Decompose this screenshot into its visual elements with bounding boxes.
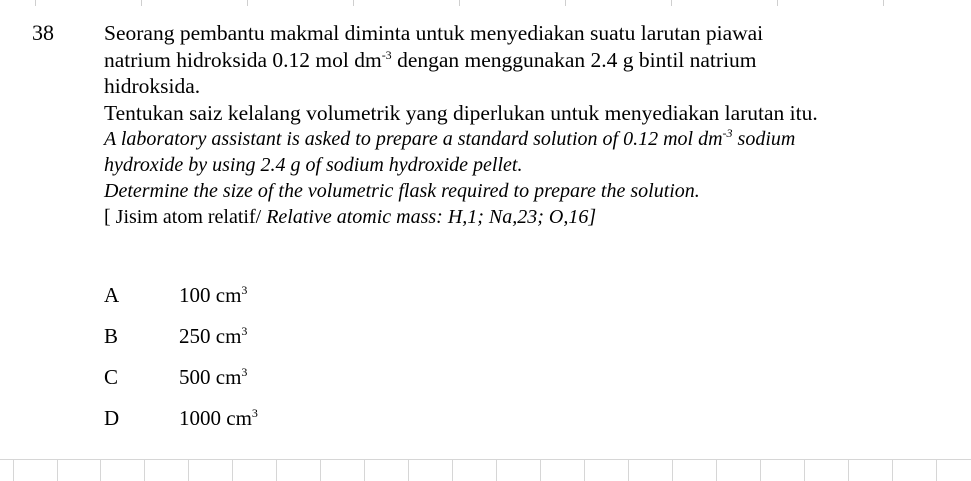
option-value: 100 $cm^3$	[179, 283, 248, 307]
question-stem	[104, 20, 954, 230]
option-letter: D	[104, 406, 120, 430]
malay-instruction: Tentukan saiz kelalang volumetrik yang diperlukan untuk menyediakan larutan itu.	[104, 100, 818, 125]
option-d[interactable]	[104, 405, 404, 446]
unit-superscript: -3	[722, 126, 733, 140]
unit-superscript: -3	[381, 47, 392, 62]
option-letter: A	[104, 283, 120, 307]
option-value: 1000 $cm^3$	[179, 406, 258, 430]
bottom-grid-lines	[0, 459, 971, 481]
option-c[interactable]	[104, 364, 404, 405]
english-instruction: Determine the size of the volumetric flask required to prepare the solution.	[104, 180, 700, 202]
option-value: 250 $cm^3$	[179, 324, 248, 348]
malay-line-1: Seorang pembantu makmal diminta untuk menyediakan suatu larutan piawai	[104, 21, 764, 45]
english-line-1: A laboratory assistant is asked to prepare a standard solution of 0.12 mol $dm^{-3}$ sodium	[104, 126, 796, 150]
malay-line-3: hidroksida.	[104, 74, 201, 98]
option-letter: B	[104, 324, 119, 348]
option-a[interactable]	[104, 282, 404, 323]
english-line-2: hydroxide by using 2.4 g of sodium hydroxide pellet.	[104, 154, 523, 176]
question-number: 38	[32, 20, 54, 45]
option-value: 500 $cm^3$	[179, 365, 248, 389]
option-b[interactable]	[104, 323, 404, 364]
answer-options	[104, 282, 404, 446]
top-ruler-ticks	[0, 0, 971, 6]
malay-line-2: natrium hidroksida 0.12 mol $dm^{-3}$ dengan menggunakan 2.4 g bintil natrium	[104, 47, 757, 72]
relative-atomic-mass: [ Jisim atom relatif/ Relative atomic mass: H,1; Na,23; O,16]	[104, 206, 597, 228]
option-letter: C	[104, 365, 119, 389]
